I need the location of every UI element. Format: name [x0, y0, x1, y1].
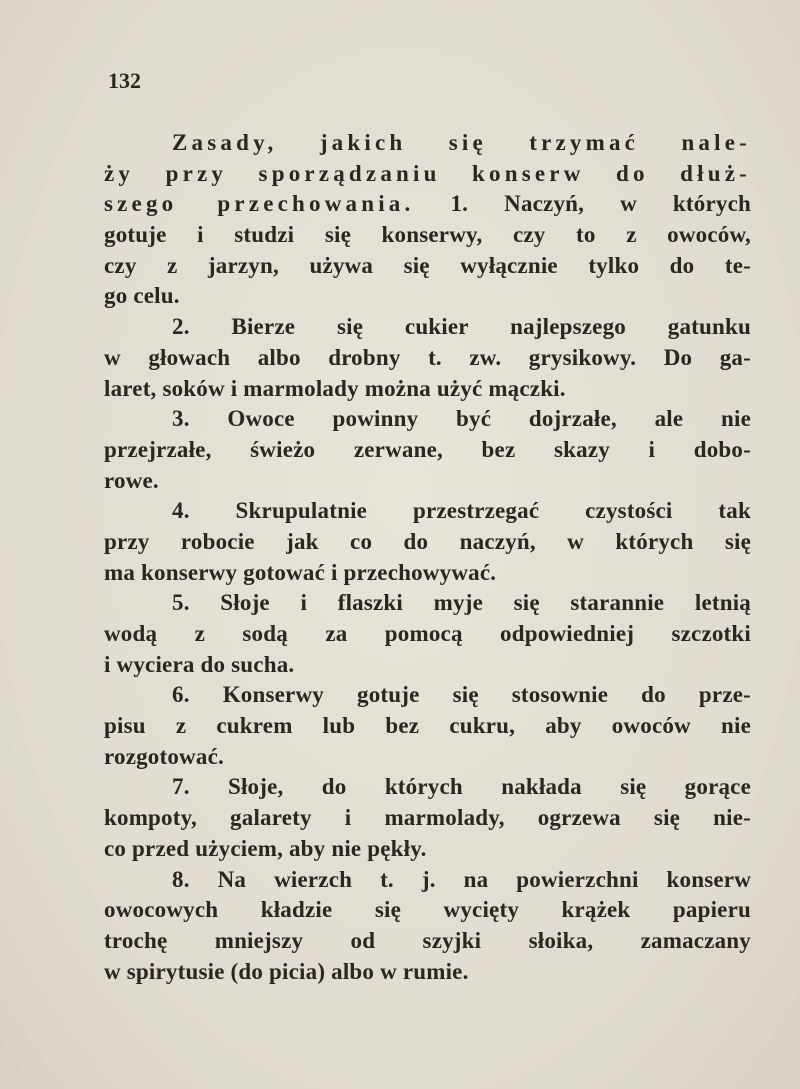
text-line: wodą z sodą za pomocą odpowiedniej szczotki: [104, 621, 751, 646]
text-line: Zasady, jakich się trzymać nale-: [172, 130, 751, 155]
body-text: [104, 128, 751, 987]
text-line: przy robocie jak co do naczyń, w których się: [104, 528, 751, 554]
paragraph: [104, 496, 751, 588]
text-line: gotuje i studzi się konserwy, czy to z owoców,: [104, 222, 751, 248]
text-line: 3. Owoce powinny być dojrzałe, ale nie: [172, 406, 751, 432]
text-line: 2. Bierze się cukier najlepszego gatunku: [172, 314, 751, 340]
text-line: owocowych kładzie się wycięty krążek papieru: [104, 897, 751, 923]
text-line: przejrzałe, świeżo zerwane, bez skazy i dobo-: [104, 436, 751, 462]
text-line: ma konserwy gotować i przechowywać.: [104, 559, 497, 585]
text-line: trochę mniejszy od szyjki słoika, zamaczany: [104, 927, 751, 953]
text-line: kompoty, galarety i marmolady, ogrzewa się nie-: [104, 805, 751, 831]
text-line: co przed użyciem, aby nie pękły.: [104, 835, 427, 861]
text-line: 5. Słoje i flaszki myje się starannie letnią: [172, 590, 751, 616]
text-line: 8. Na wierzch t. j. na powierzchni konserw: [172, 866, 751, 892]
text-line: 6. Konserwy gotuje się stosownie do prze-: [172, 682, 751, 708]
paragraph: [104, 312, 751, 404]
text-line: ży przy sporządzaniu konserw do dłuż-: [104, 160, 751, 186]
text-line: go celu.: [104, 283, 180, 309]
text-line: w głowach albo drobny t. zw. grysikowy. Do ga-: [104, 344, 751, 370]
text-line: w spirytusie (do picia) albo w rumie.: [104, 958, 469, 984]
text-line: 7. Słoje, do których nakłada się gorące: [172, 774, 751, 800]
paragraph: [104, 772, 751, 864]
text-line: szego przechowania. 1. Naczyń, w których: [104, 191, 751, 217]
text-line: 4. Skrupulatnie przestrzegać czystości tak: [172, 498, 751, 524]
paragraph: [104, 588, 751, 680]
paragraph: [104, 128, 751, 312]
text-line: rowe.: [104, 467, 159, 493]
page-number: 132: [108, 68, 141, 93]
paragraph: [104, 680, 751, 772]
paragraph: [104, 865, 751, 988]
text-line: rozgotować.: [104, 743, 224, 769]
text-line: laret, soków i marmolady można użyć mączki.: [104, 375, 566, 401]
paragraph: [104, 404, 751, 496]
text-line: i wyciera do sucha.: [104, 651, 295, 677]
text-line: pisu z cukrem lub bez cukru, aby owoców nie: [104, 713, 751, 739]
text-line: czy z jarzyn, używa się wyłącznie tylko do te-: [104, 252, 751, 278]
